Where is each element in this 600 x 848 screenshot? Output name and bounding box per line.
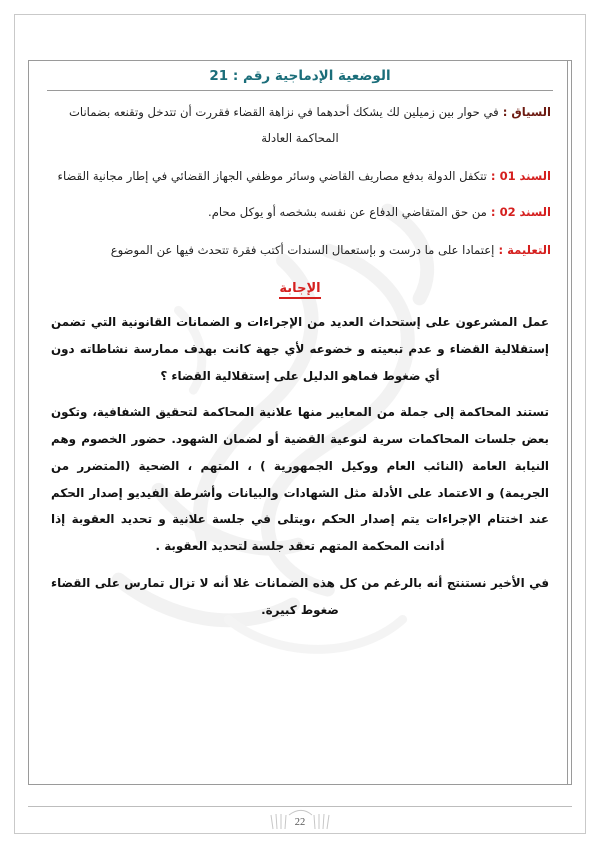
page-title: الوضعية الإدماجية رقم : 21 — [209, 68, 391, 84]
answer-heading — [47, 277, 553, 299]
document-content-box — [28, 60, 572, 785]
context-line-1: في حوار بين زميلين لك يشكك أحدهما في نزاهة القضاء فقررت أن تتدخل وتقنعه بضمانات — [69, 105, 499, 120]
source-02-text: من حق المتقاضي الدفاع عن نفسه بشخصه أو يوكل محام. — [208, 205, 487, 220]
source-02-separator: : — [486, 205, 500, 220]
source-01-text: تتكفل الدولة بدفع مصاريف القاضي وسائر موظفي الجهاز القضائي في إطار مجانية القضاء — [57, 168, 487, 183]
answer-paragraph-2: تستند المحاكمة إلى جملة من المعايير منها علانية المحاكمة لتحقيق الشفافية، وتكون بعض جلسات المحاكمات سرية لنوعية القضية أو لضمان الشهود. حضور الخصوم وهم النيابة العامة (النائب العام ووكيل الجمهورية ) ، المتهم ، الضحية (المتضرر من الجريمة) و الاعتماد على الأدلة مثل الشهادات والبيانات وأشرطة الفيديو إصدار الحكم عند اختتام الإجراءات يتم إصدار الحكم ،ويتلى في جلسة علانية و تحديد العقوبة إذا أدانت المحكمة المتهم تعقد جلسة لتحديد العقوبة . — [51, 405, 549, 554]
answer-heading-text: الإجابة — [279, 281, 320, 299]
page-number: 22 — [294, 817, 306, 828]
instruction-separator: : — [494, 243, 508, 258]
context-line-2: المحاكمة العادلة — [261, 130, 339, 145]
source-02-label: السند — [519, 205, 551, 220]
instruction-label: التعليمة — [507, 243, 551, 258]
source-01-block — [47, 165, 553, 189]
document-body — [29, 61, 571, 624]
instruction-text: إعتمادا على ما درست و بإستعمال السندات أكتب فقرة تتحدث فيها عن الموضوع — [110, 243, 495, 258]
source-01-label: السند — [519, 168, 551, 183]
context-label: السياق — [511, 105, 551, 120]
source-02-block — [47, 201, 553, 225]
page-footer — [0, 796, 600, 840]
source-02-number: 02 — [499, 205, 516, 220]
document-title-row — [47, 61, 553, 91]
context-separator: : — [498, 105, 512, 120]
source-01-number: 01 — [499, 168, 516, 183]
context-block — [47, 101, 553, 151]
source-01-separator: : — [486, 168, 500, 183]
answer-paragraph-3: في الأخير نستنتج أنه بالرغم من كل هذه الضمانات غلا أنه لا تزال تمارس على القضاء ضغوط كبيرة. — [51, 576, 549, 617]
instruction-block — [47, 239, 553, 263]
page-number-container — [265, 810, 335, 829]
answer-paragraph-1: عمل المشرعون على إستحداث العديد من الإجراءات و الضمانات القانونية التي تضمن إستقلالية القضاء و عدم تبعيته و خضوعه لأي جهة كانت بهدف ممارسة نشاطاته دون أي ضغوط فماهو الدليل على إستقلالية القضاء ؟ — [51, 315, 549, 383]
